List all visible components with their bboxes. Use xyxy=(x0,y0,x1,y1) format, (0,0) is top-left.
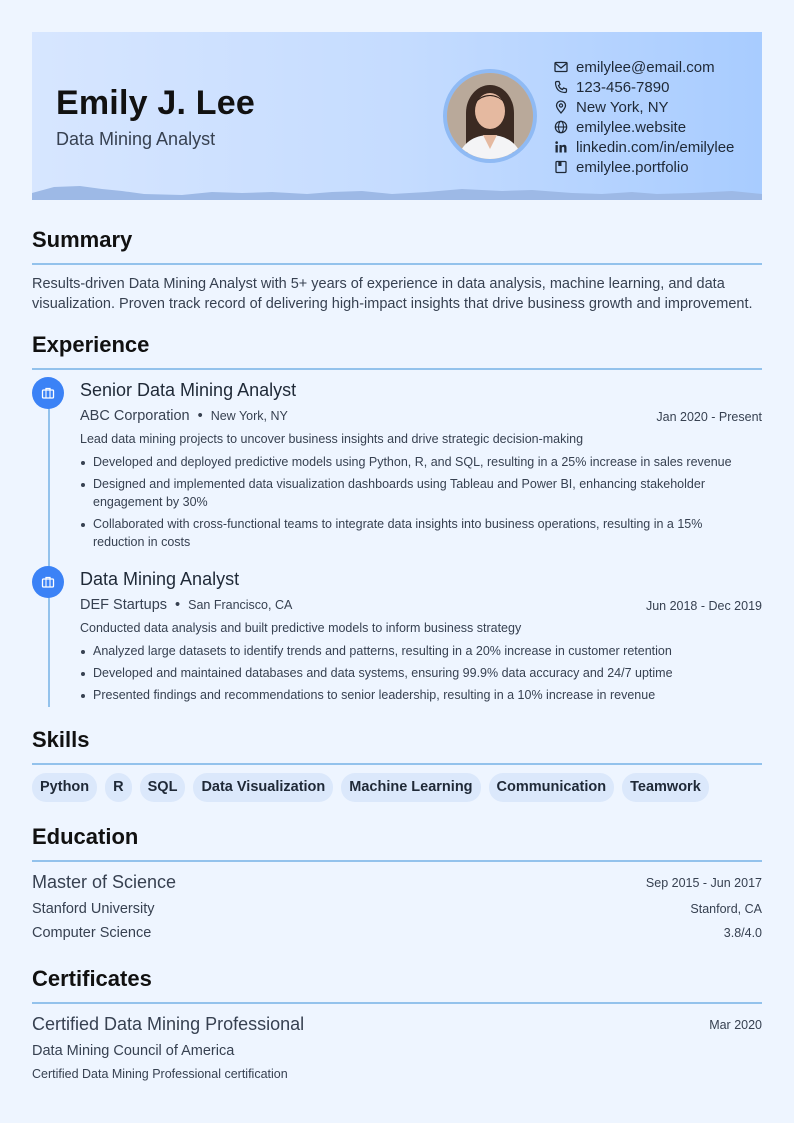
contact-email[interactable] xyxy=(554,57,734,77)
contact-portfolio-text: emilylee.portfolio xyxy=(576,158,689,176)
education-heading: Education xyxy=(32,824,139,849)
job-1-dates: Jan 2020 - Present xyxy=(656,410,762,424)
phone-icon xyxy=(554,80,568,94)
contact-website-text: emilylee.website xyxy=(576,118,687,136)
list-item: Presented findings and recommendations to senior leadership, resulting in a 10% increase in revenue xyxy=(80,686,740,704)
contact-phone-text: 123-456-7890 xyxy=(576,78,670,96)
skill-chip: Data Visualization xyxy=(193,773,333,802)
summary-divider xyxy=(32,263,762,265)
skill-chip: Machine Learning xyxy=(341,773,480,802)
job-2-marker xyxy=(32,566,64,598)
education-gpa: 3.8/4.0 xyxy=(723,926,762,940)
briefcase-icon xyxy=(41,386,55,400)
certificates-divider xyxy=(32,1002,762,1004)
list-item: Collaborated with cross-functional teams to integrate data insights into business operations, resulting in a 15% reduction in costs xyxy=(80,515,740,551)
contact-phone[interactable] xyxy=(554,77,734,97)
skill-chip: Teamwork xyxy=(622,773,709,802)
job-1-title: Senior Data Mining Analyst xyxy=(80,380,297,400)
certificate-description: Certified Data Mining Professional certification xyxy=(32,1067,288,1081)
skill-chip: Communication xyxy=(489,773,615,802)
skill-chip: SQL xyxy=(140,773,186,802)
skills-heading: Skills xyxy=(32,727,90,752)
education-field: Computer Science xyxy=(32,925,152,941)
profile-photo xyxy=(443,69,537,163)
portfolio-icon xyxy=(554,160,568,174)
job-1-location: New York, NY xyxy=(210,409,288,423)
contact-portfolio[interactable] xyxy=(554,157,734,177)
skill-chip: Python xyxy=(32,773,97,802)
candidate-title: Data Mining Analyst xyxy=(56,129,216,149)
certificate-name: Certified Data Mining Professional xyxy=(32,1014,305,1034)
contact-linkedin-text: linkedin.com/in/emilylee xyxy=(576,138,735,156)
summary-heading: Summary xyxy=(32,227,133,252)
header-wave-decoration xyxy=(32,184,762,200)
job-2-company-line: DEF Startups • San Francisco, CA xyxy=(80,597,293,613)
contact-website[interactable] xyxy=(554,117,734,137)
contact-location xyxy=(554,97,734,117)
experience-timeline xyxy=(48,393,50,707)
list-item: Developed and maintained databases and data systems, ensuring 99.9% data accuracy and 24/7 uptime xyxy=(80,664,740,682)
location-pin-icon xyxy=(554,100,568,114)
job-1-company-line: ABC Corporation • New York, NY xyxy=(80,408,288,424)
skill-chip: R xyxy=(105,773,131,802)
education-divider xyxy=(32,860,762,862)
globe-icon xyxy=(554,120,568,134)
job-1-description: Lead data mining projects to uncover business insights and drive strategic decision-making xyxy=(80,432,584,446)
education-school: Stanford University xyxy=(32,901,155,917)
job-2-location: San Francisco, CA xyxy=(188,598,293,612)
contact-list xyxy=(554,57,734,177)
summary-text: Results-driven Data Mining Analyst with 5+ years of experience in data analysis, machine learning, and data visualization. Proven track record of delivering high-impact insights that drive business growth and improvement. xyxy=(32,276,753,312)
linkedin-icon xyxy=(554,140,568,154)
education-dates: Sep 2015 - Jun 2017 xyxy=(645,876,762,890)
list-item: Designed and implemented data visualization dashboards using Tableau and Power BI, enhancing stakeholder engagement by 30% xyxy=(80,475,740,511)
briefcase-icon xyxy=(41,575,55,589)
experience-divider xyxy=(32,368,762,370)
resume-header xyxy=(32,32,762,200)
certificate-date: Mar 2020 xyxy=(709,1018,762,1032)
job-2-title: Data Mining Analyst xyxy=(80,569,240,589)
candidate-name: Emily J. Lee xyxy=(56,84,255,122)
mail-icon xyxy=(554,60,568,74)
contact-linkedin[interactable] xyxy=(554,137,734,157)
job-2-description: Conducted data analysis and built predictive models to inform business strategy xyxy=(80,621,522,635)
contact-location-text: New York, NY xyxy=(576,98,669,116)
certificate-issuer: Data Mining Council of America xyxy=(32,1043,235,1059)
job-2-bullets xyxy=(80,642,740,708)
contact-email-text: emilylee@email.com xyxy=(576,58,715,76)
education-location: Stanford, CA xyxy=(690,902,762,916)
job-2-dates: Jun 2018 - Dec 2019 xyxy=(645,599,762,613)
job-1-marker xyxy=(32,377,64,409)
list-item: Developed and deployed predictive models using Python, R, and SQL, resulting in a 25% increase in sales revenue xyxy=(80,453,740,471)
education-degree: Master of Science xyxy=(32,872,177,892)
job-2-company: DEF Startups xyxy=(80,597,168,613)
experience-heading: Experience xyxy=(32,332,150,357)
certificates-heading: Certificates xyxy=(32,966,152,991)
skills-list xyxy=(32,773,709,802)
job-1-company: ABC Corporation xyxy=(80,408,190,424)
profile-photo-image xyxy=(447,73,533,159)
list-item: Analyzed large datasets to identify trends and patterns, resulting in a 20% increase in customer retention xyxy=(80,642,740,660)
skills-divider xyxy=(32,763,762,765)
job-1-bullets xyxy=(80,453,740,555)
